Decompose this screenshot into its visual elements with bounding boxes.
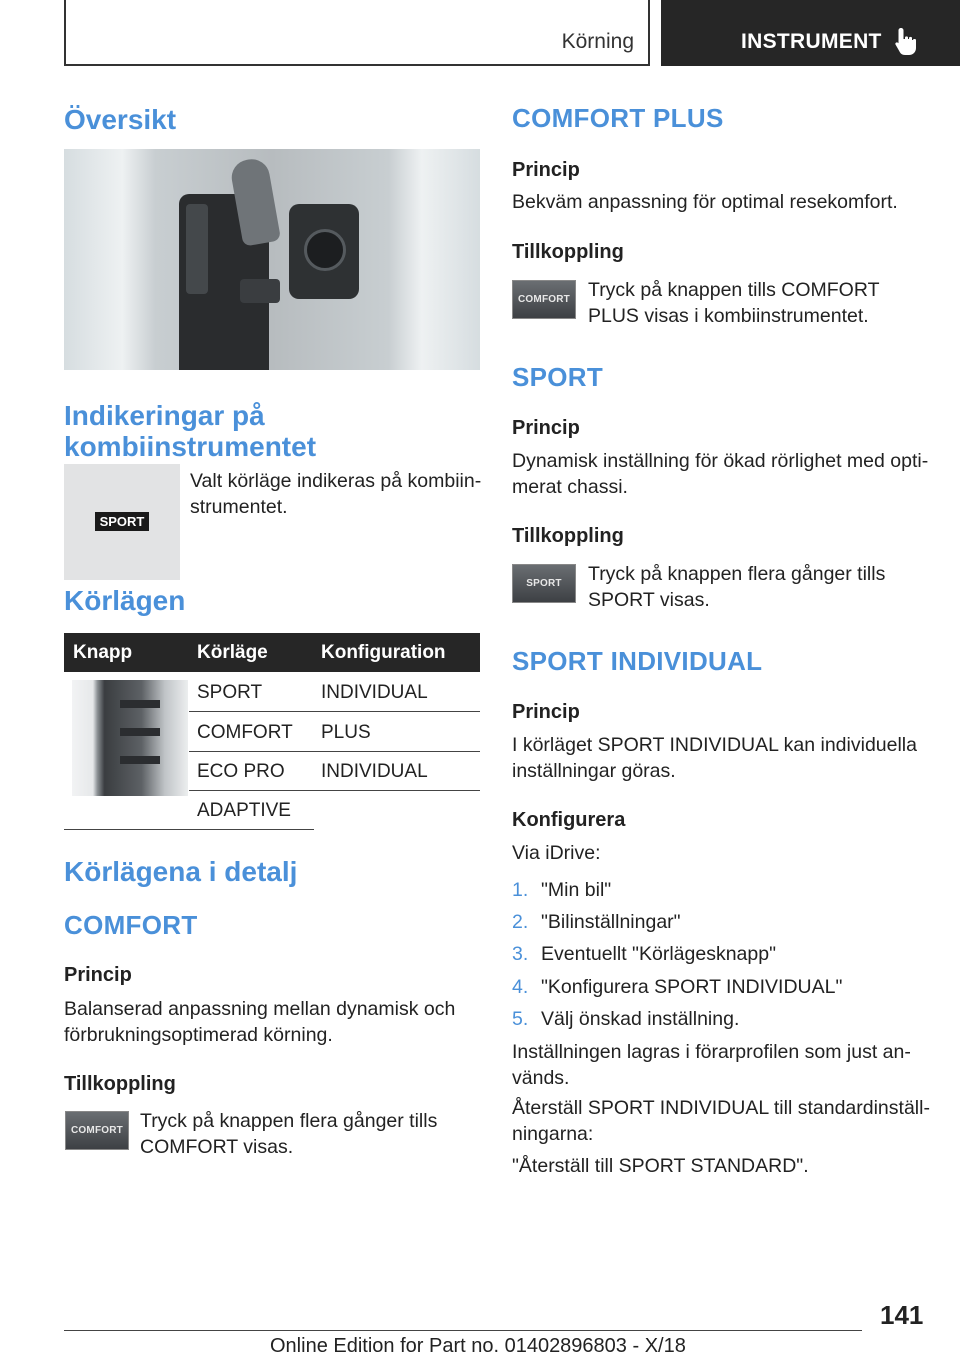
comfort-title: COMFORT (64, 910, 198, 940)
footer-rule (64, 1330, 862, 1331)
via-idrive-text: Via iDrive: (512, 842, 601, 864)
header-chapter-label: INSTRUMENT (741, 30, 882, 53)
step-number: 1. (512, 879, 529, 901)
oversikt-title: Översikt (64, 104, 177, 135)
comfort-plus-tillkoppling-text: Tryck på knappen tills COMFORT PLUS visas i kombiinstrumentet. (588, 279, 880, 327)
comfort-princip-text: Balanserad anpassning mellan dynamisk och förbrukningsoptimerad körning. (64, 998, 456, 1046)
header-section-tab (64, 0, 650, 66)
row-comfort-config: PLUS (321, 722, 371, 743)
comfort-princip-label: Princip (64, 964, 132, 986)
sport-individual-princip-label: Princip (512, 701, 580, 723)
comfort-tillkoppling-label: Tillkoppling (64, 1073, 176, 1095)
reset-text: Återställ SPORT INDIVIDUAL till standardinställningarna: (512, 1097, 930, 1145)
konfigurera-label: Konfigurera (512, 809, 626, 831)
row-sport-config: INDIVIDUAL (321, 682, 428, 703)
reset-command: "Återställ till SPORT STANDARD". (512, 1155, 809, 1177)
col-korlage: Körläge (197, 642, 268, 663)
sport-individual-title: SPORT INDIVIDUAL (512, 646, 763, 676)
row-sport-mode: SPORT (197, 682, 263, 703)
row-ecopro-config: INDIVIDUAL (321, 761, 428, 782)
sport-button-image: SPORT (512, 564, 576, 603)
col-konfiguration: Konfiguration (321, 642, 446, 663)
step-number: 2. (512, 911, 529, 933)
row-adaptive-mode: ADAPTIVE (197, 800, 291, 821)
step-number: 5. (512, 1008, 529, 1030)
step-text: "Bilinställningar" (541, 911, 681, 933)
indikering-text: Valt körläge indikeras på kombiinstrumentet. (190, 470, 482, 518)
mode-buttons-photo (72, 680, 188, 796)
comfort-plus-princip-text: Bekväm anpassning för optimal resekomfort. (512, 191, 898, 213)
comfort-button-image: COMFORT (65, 1111, 129, 1150)
table-rule (189, 751, 480, 752)
pointing-hand-icon (893, 26, 921, 56)
sport-princip-text: Dynamisk inställning för ökad rörlighet med optimerat chassi. (512, 450, 929, 498)
footer-edition: Online Edition for Part no. 01402896803 - X/18 (270, 1335, 686, 1357)
saved-text: Inställningen lagras i förarprofilen som just används. (512, 1041, 911, 1089)
header-section-label: Körning (561, 30, 634, 53)
step-number: 4. (512, 976, 529, 998)
mode-table-header (64, 633, 480, 672)
step-text: "Min bil" (541, 879, 612, 901)
sport-tillkoppling-label: Tillkoppling (512, 525, 624, 547)
sport-tillkoppling-text: Tryck på knappen flera gånger tills SPORT visas. (588, 563, 886, 611)
indikering-title: Indikeringar på kombiinstrumentet (64, 400, 317, 462)
comfort-tillkoppling-text: Tryck på knappen flera gånger tills COMFORT visas. (140, 1110, 438, 1158)
step-number: 3. (512, 943, 529, 965)
col-knapp: Knapp (73, 642, 133, 663)
row-ecopro-mode: ECO PRO (197, 761, 285, 782)
center-console-photo (64, 149, 480, 370)
sport-title: SPORT (512, 362, 604, 392)
comfort-plus-princip-label: Princip (512, 159, 580, 181)
table-rule (189, 790, 480, 791)
row-comfort-mode: COMFORT (197, 722, 293, 743)
table-bottom-rule (64, 829, 314, 830)
detalj-title: Körlägena i detalj (64, 856, 298, 887)
korlagen-title: Körlägen (64, 585, 186, 616)
comfort-plus-button-image: COMFORT (512, 280, 576, 319)
table-rule (189, 711, 480, 712)
step-text: Eventuellt "Körlägesknapp" (541, 943, 776, 965)
page-number: 141 (880, 1300, 924, 1330)
sport-princip-label: Princip (512, 417, 580, 439)
step-text: Välj önskad inställning. (541, 1008, 740, 1030)
step-text: "Konfigurera SPORT INDIVIDUAL" (541, 976, 843, 998)
comfort-plus-title: COMFORT PLUS (512, 103, 724, 133)
sport-individual-princip-text: I körläget SPORT INDIVIDUAL kan individuella inställningar göras. (512, 734, 917, 782)
comfort-plus-tillkoppling-label: Tillkoppling (512, 241, 624, 263)
sport-badge: SPORT (95, 512, 149, 531)
sport-indicator-image (64, 464, 180, 580)
